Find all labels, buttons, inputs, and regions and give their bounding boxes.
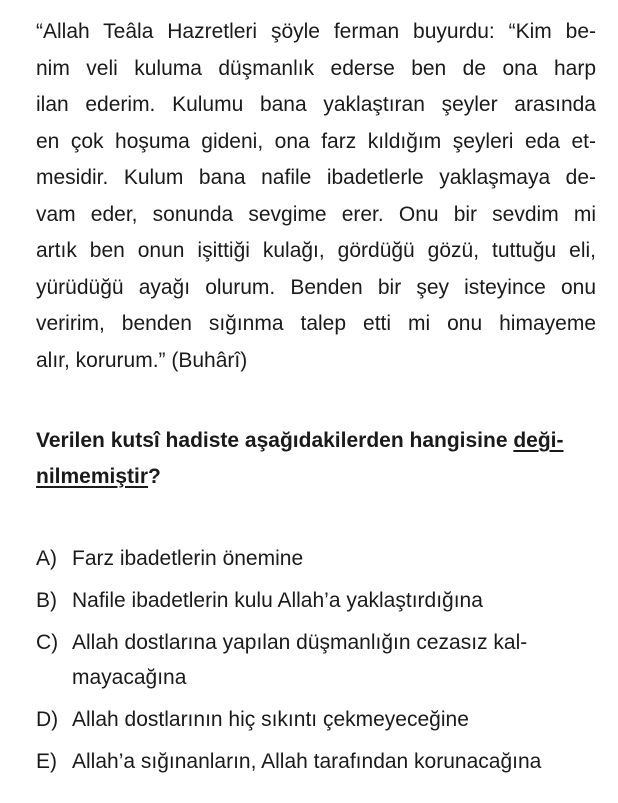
passage-line: en çok hoşuma gideni, ona farz kıldığım şeyleri eda et- (36, 129, 596, 153)
answer-options (36, 541, 596, 779)
option-d[interactable] (36, 702, 596, 737)
question-prefix: Verilen kutsî hadiste aşağıdakilerden hangisine (36, 429, 514, 452)
option-letter: A) (36, 547, 57, 570)
option-text: Nafile ibadetlerin kulu Allah’a yaklaştırdığına (72, 589, 483, 612)
option-text: Farz ibadetlerin önemine (72, 547, 304, 570)
passage-line: yürüdüğü ayağı olurum. Benden bir şey isteyince onu (36, 275, 596, 299)
question-underlined-word: deği- (513, 429, 564, 452)
question-line-1 (36, 423, 596, 459)
passage-line: ilan ederim. Kulumu bana yaklaştıran şeyler arasında (36, 93, 596, 116)
option-text: Allah dostlarının hiç sıkıntı çekmeyeceğine (72, 708, 469, 731)
question-page (36, 14, 596, 786)
option-letter: E) (36, 750, 57, 773)
option-letter: D) (36, 708, 59, 731)
passage-line: vam eder, sonunda sevgime erer. Onu bir sevdim mi (36, 202, 596, 226)
passage-line: mesidir. Kulum bana nafile ibadetlerle yaklaşmaya de- (36, 166, 596, 189)
option-c[interactable] (36, 625, 596, 695)
option-letter: B) (36, 589, 57, 612)
question-mark: ? (148, 465, 161, 488)
question-stem (36, 423, 596, 495)
passage-line: nim veli kuluma düşmanlık ederse ben de ona harp (36, 56, 596, 80)
option-letter: C) (36, 631, 59, 654)
passage-line: “Allah Teâla Hazretleri şöyle ferman buyurdu: “Kim be- (36, 20, 596, 43)
hadith-passage (36, 14, 596, 379)
passage-line: veririm, benden sığınma talep etti mi onu himayeme (36, 312, 596, 335)
option-text: Allah dostlarına yapılan düşmanlığın cezasız kal- mayacağına (72, 631, 528, 689)
option-e[interactable] (36, 744, 596, 779)
question-line-2 (36, 459, 596, 495)
passage-line: artık ben onun işittiği kulağı, gördüğü gözü, tuttuğu eli, (36, 239, 596, 262)
option-b[interactable] (36, 583, 596, 618)
option-text: Allah’a sığınanların, Allah tarafından korunacağına (72, 750, 542, 773)
passage-line: alır, korurum.” (Buhârî) (36, 348, 248, 372)
option-a[interactable] (36, 541, 596, 576)
question-underlined-word: nilmemiştir (36, 465, 149, 488)
